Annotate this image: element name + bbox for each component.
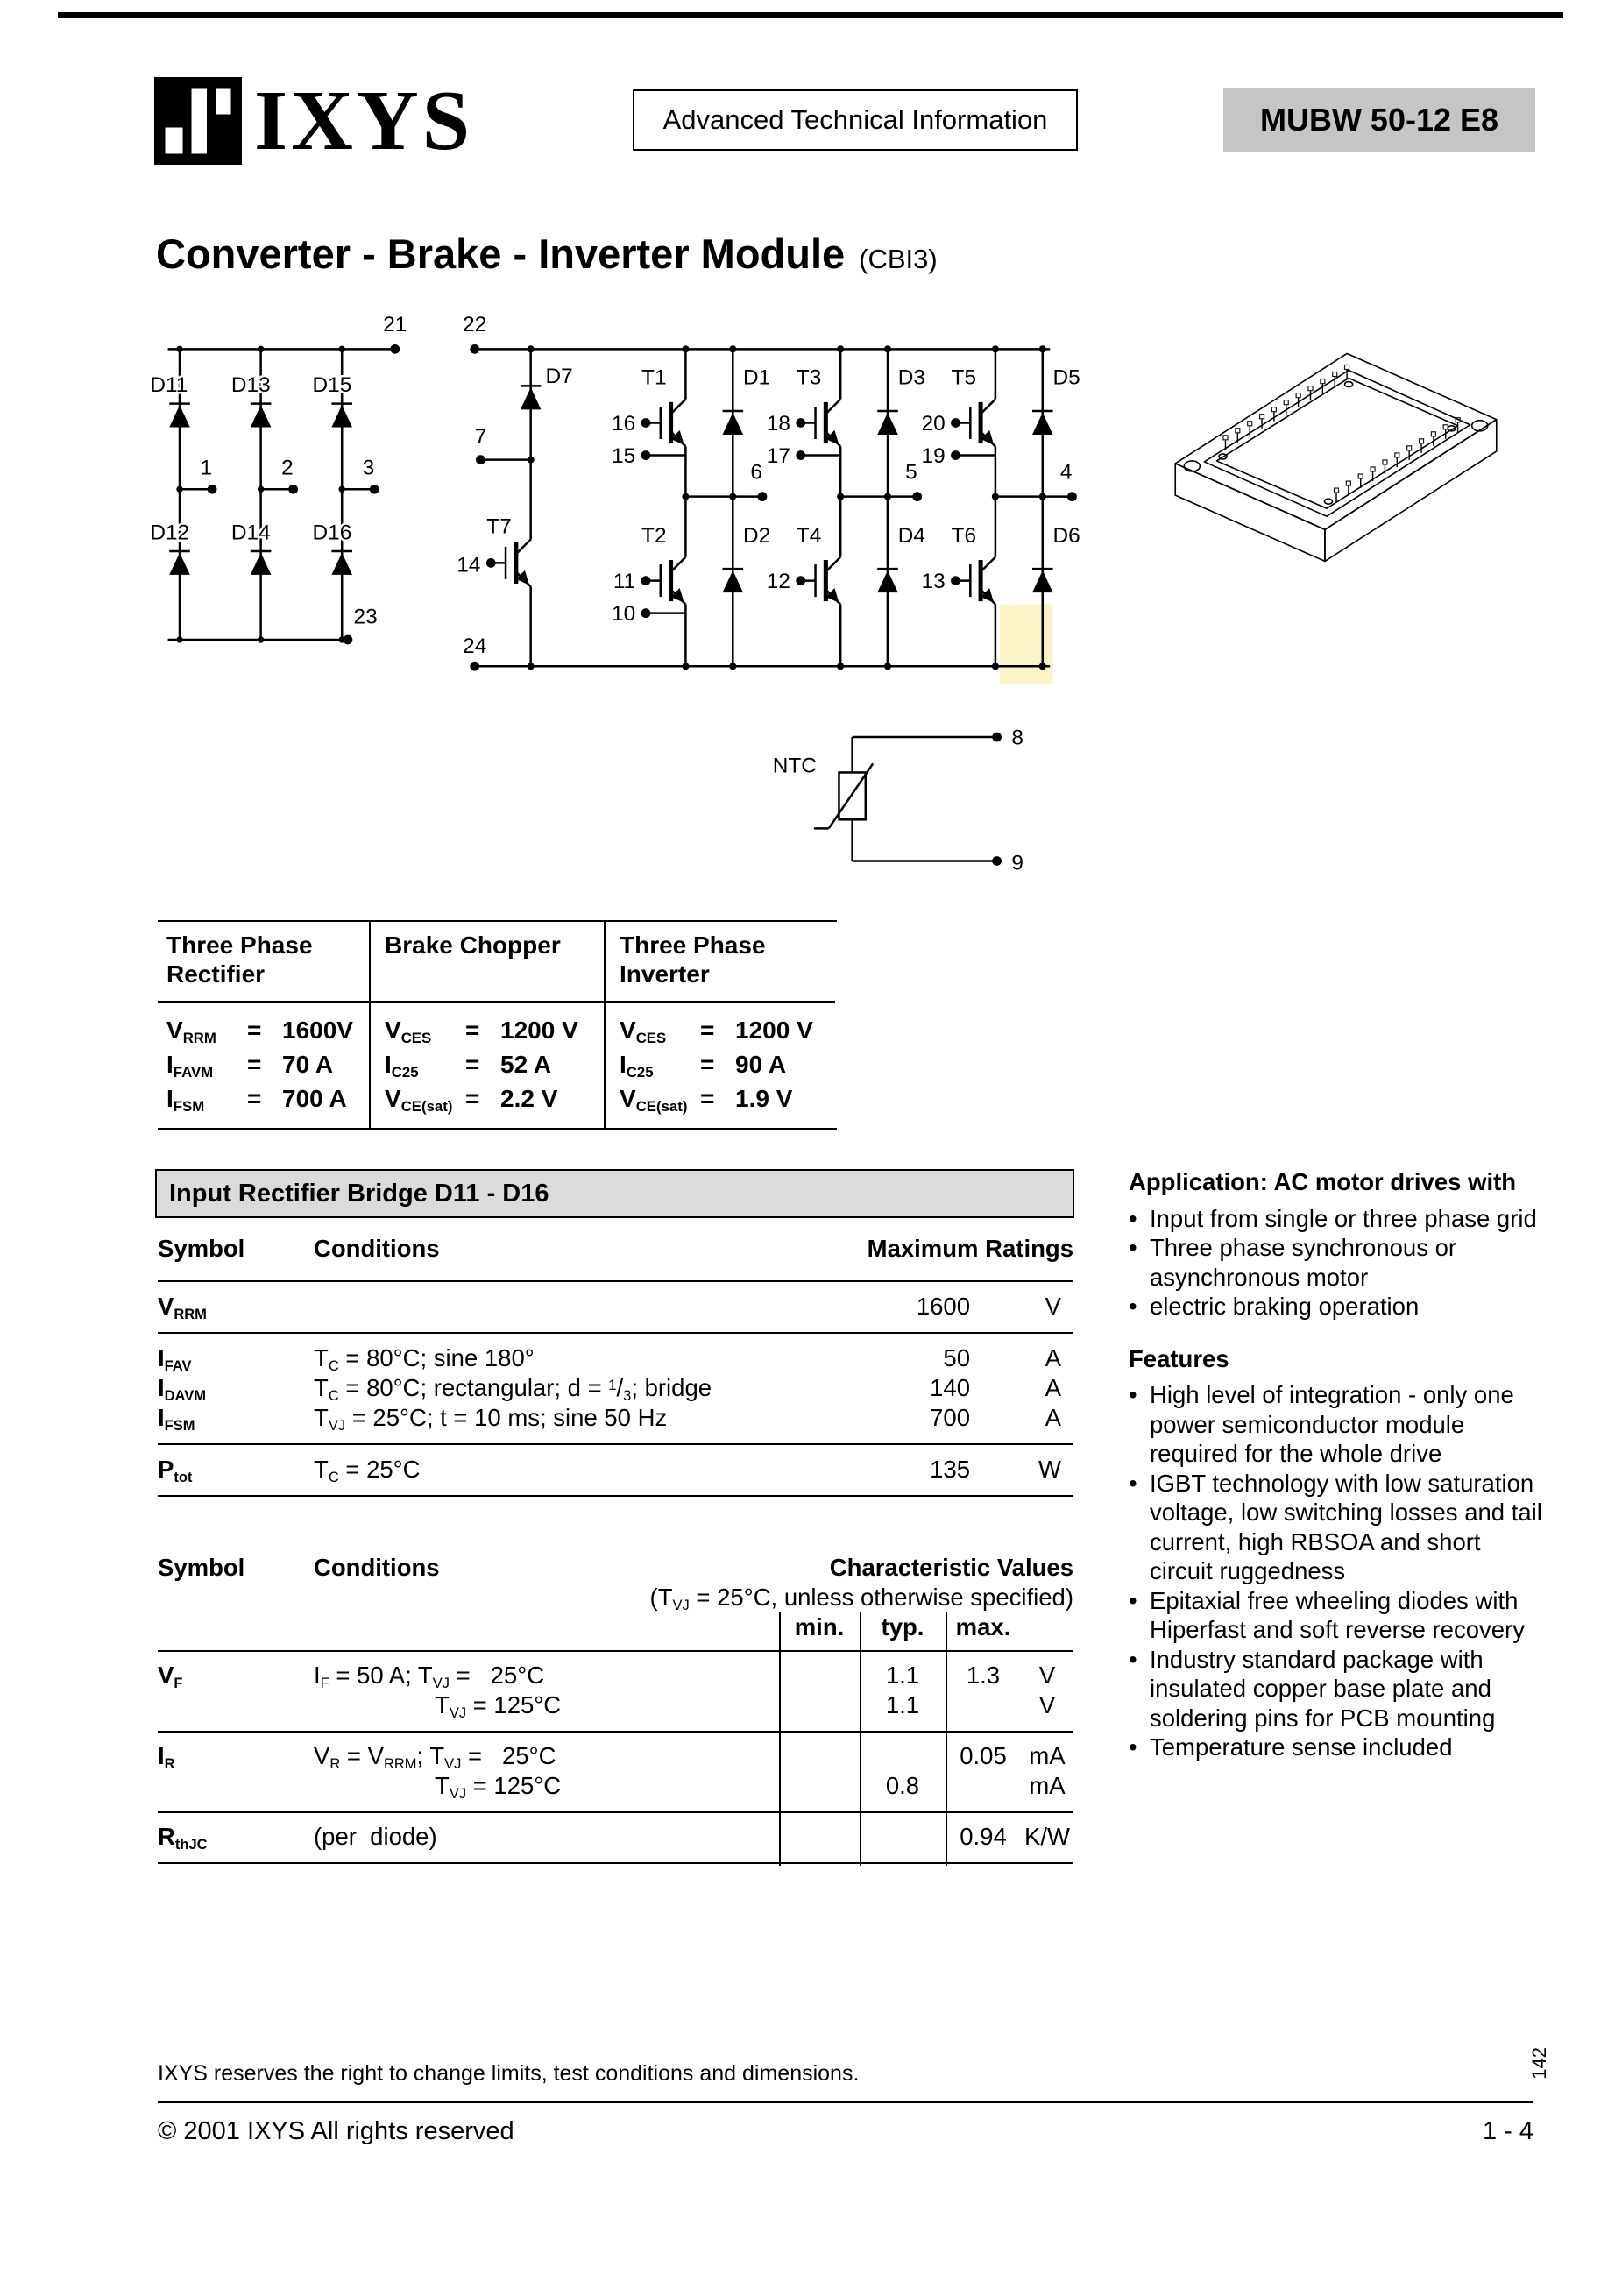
summary-col-rectifier (158, 922, 369, 1128)
output-6-label: 6 (750, 460, 763, 485)
characteristics-subtitle: ($T_{VJ} = 25^\circ C$, unless otherwise specified) (649, 1584, 1073, 1613)
doc-type-box (633, 89, 1078, 151)
schematic-labels (150, 313, 1080, 875)
divider (158, 1862, 1073, 1864)
igbt-t2-label: T2 (641, 523, 667, 548)
bullet-icon: • (1129, 1204, 1137, 1232)
terminal-15-label: 15 (612, 443, 636, 468)
scan-highlight (1000, 605, 1053, 684)
footer-copyright: © 2001 IXYS All rights reserved (158, 2117, 514, 2145)
title-suffix: (CBI3) (859, 244, 938, 274)
col-min: min. (794, 1613, 845, 1641)
col-conditions: Conditions (314, 1554, 440, 1581)
title-main: Converter - Brake - Inverter Module (156, 230, 846, 277)
diode-d11-label: D11 (150, 373, 188, 398)
doc-type-label: Advanced Technical Information (662, 104, 1048, 135)
divider (946, 1612, 947, 1866)
summary-row: $V_{CE(sat)}$ = 2.2 V (385, 1085, 558, 1116)
diode-d16-label: D16 (312, 521, 352, 545)
min-typ-max-header (158, 1612, 1073, 1650)
divider (779, 1612, 781, 1866)
diode-d7-label: D7 (545, 365, 573, 389)
diode-d12-label: D12 (150, 521, 190, 545)
bullet-icon: • (1129, 1586, 1137, 1614)
bullet-icon: • (1129, 1234, 1137, 1261)
summary-row: $I_{C25}$ = 90 A (620, 1051, 787, 1081)
rectifier-bridge (168, 344, 400, 644)
divider (860, 1612, 861, 1866)
summary-col-title: Brake Chopper (371, 922, 604, 1003)
divider (158, 1495, 1073, 1497)
diode-d13-label: D13 (230, 373, 271, 398)
igbt-t4-label: T4 (796, 523, 822, 548)
summary-row: $I_{FAVM}$ = 70 A (166, 1051, 334, 1081)
application-item: • Three phase synchronous or asynchronous motor (1129, 1234, 1457, 1291)
col-symbol: Symbol (158, 1554, 245, 1581)
application-title: Application: AC motor drives with (1129, 1168, 1517, 1195)
summary-col-brake (369, 922, 604, 1128)
char-row: $V_F$ $I_F = 50$ A; $T_{VJ} = 25^\circ C$ 1.1 1.3 V (158, 1662, 1056, 1691)
summary-row: $V_{CES}$ = 1200 V (385, 1017, 578, 1047)
feature-item: • Industry standard package with insulated copper base plate and soldering pins for PCB mounting (1129, 1645, 1496, 1732)
rating-row: $I_{DAVM}$ $T_C = 80^\circ C$; rectangular; $d = ^1/_3$; bridge 140 A (158, 1374, 1061, 1404)
summary-row: $V_{CE(sat)}$ = 1.9 V (620, 1085, 793, 1116)
side-number: 142 (1528, 2047, 1550, 2080)
summary-row: $I_{FSM}$ = 700 A (166, 1085, 347, 1116)
top-rule (58, 12, 1563, 18)
summary-row: $V_{RRM}$ = 1600V (166, 1017, 353, 1047)
terminal-13-label: 13 (921, 570, 946, 594)
circuit-schematic (147, 312, 1121, 888)
rating-row: $I_{FAV}$ $T_C = 80^\circ C$; sine 180° 50 A (158, 1344, 1061, 1374)
phase-3-label: 3 (362, 456, 375, 480)
diode-d5-label: D5 (1052, 365, 1080, 390)
terminal-14-label: 14 (457, 553, 481, 578)
output-5-label: 5 (905, 460, 917, 485)
summary-col-inverter (604, 922, 835, 1128)
diode-d1-label: D1 (743, 365, 771, 390)
phase-2-label: 2 (281, 456, 294, 480)
col-maximum-ratings: Maximum Ratings (867, 1235, 1073, 1262)
summary-table (158, 920, 837, 1130)
terminal-24-label: 24 (463, 634, 487, 659)
terminal-17-label: 17 (766, 443, 790, 468)
phase-1-label: 1 (200, 456, 213, 480)
ixys-logo (154, 74, 474, 168)
brand-name: IXYS (254, 74, 474, 168)
terminal-8-label: 8 (1011, 726, 1024, 750)
features-title: Features (1129, 1344, 1229, 1372)
ratings-header (158, 1234, 1073, 1280)
igbt-t1-label: T1 (641, 365, 667, 390)
diode-d15-label: D15 (312, 373, 352, 398)
rating-row: $V_{RRM}$ 1600 V (158, 1293, 1061, 1322)
col-characteristic-values: Characteristic Values (829, 1554, 1073, 1581)
bullet-icon: • (1129, 1645, 1137, 1673)
terminal-22-label: 22 (463, 313, 487, 337)
footer-notice: IXYS reserves the right to change limits, test conditions and dimensions. (158, 2061, 860, 2086)
bullet-icon: • (1129, 1469, 1137, 1497)
summary-row: $V_{CES}$ = 1200 V (620, 1017, 813, 1047)
terminal-12-label: 12 (766, 570, 790, 594)
summary-col-title: Three Phase Inverter (606, 922, 835, 1003)
page-number: 1 - 4 (1482, 2117, 1533, 2145)
igbt-t5-label: T5 (951, 365, 977, 390)
application-item: • electric braking operation (1129, 1293, 1420, 1320)
terminal-9-label: 9 (1011, 851, 1024, 875)
col-max: max. (955, 1613, 1011, 1641)
feature-item: • Temperature sense included (1129, 1733, 1453, 1761)
diode-d2-label: D2 (743, 523, 771, 548)
inverter-and-brake (470, 344, 1077, 671)
page-title (156, 230, 938, 278)
char-row: $I_R$ $V_R = V_{RRM}$; $T_{VJ} = 25^\circ C$ 0.05 mA (158, 1742, 1066, 1772)
diode-d6-label: D6 (1052, 523, 1080, 548)
part-number-box (1223, 88, 1535, 152)
col-conditions: Conditions (314, 1235, 440, 1262)
output-4-label: 4 (1059, 460, 1073, 485)
summary-col-title: Three Phase Rectifier (158, 922, 369, 1003)
section-title: Input Rectifier Bridge D11 - D16 (169, 1180, 549, 1208)
characteristic-values-table (158, 1553, 1073, 1864)
diode-d14-label: D14 (230, 521, 271, 545)
terminal-20-label: 20 (921, 411, 946, 436)
igbt-t6-label: T6 (951, 523, 977, 548)
bullet-icon: • (1129, 1381, 1137, 1408)
ntc-label: NTC (772, 754, 817, 778)
maximum-ratings-table (158, 1234, 1073, 1497)
module-3d-drawing (1127, 322, 1541, 627)
module-pins (1223, 365, 1460, 502)
terminal-21-label: 21 (383, 313, 407, 337)
igbt-t7-label: T7 (486, 514, 512, 539)
feature-item: • IGBT technology with low saturation voltage, low switching losses and tail current, high RBSOA and short circuit ruggedness (1129, 1469, 1542, 1584)
terminal-11-label: 11 (613, 570, 636, 594)
footer-rule (158, 2101, 1533, 2103)
col-symbol: Symbol (158, 1235, 245, 1262)
terminal-23-label: 23 (353, 605, 378, 629)
summary-row: $I_{C25}$ = 52 A (385, 1051, 552, 1081)
char-row: $T_{VJ} = 125^\circ C$ 1.1 V (435, 1691, 1056, 1721)
terminal-7-label: 7 (474, 425, 487, 450)
char-row: $T_{VJ} = 125^\circ C$ 0.8 mA (435, 1772, 1066, 1802)
application-item: • Input from single or three phase grid (1129, 1204, 1537, 1232)
terminal-18-label: 18 (766, 411, 790, 436)
col-typ: typ. (881, 1613, 924, 1641)
rating-row: $I_{FSM}$ $T_{VJ} = 25^\circ C$; t = 10 ms; sine 50 Hz 700 A (158, 1404, 1061, 1434)
terminal-10-label: 10 (612, 602, 636, 627)
terminal-16-label: 16 (612, 411, 636, 436)
terminal-19-label: 19 (921, 443, 946, 468)
bullet-icon: • (1129, 1733, 1137, 1761)
characteristics-header (158, 1553, 1073, 1583)
diode-d4-label: D4 (897, 523, 926, 548)
part-number: MUBW 50-12 E8 (1259, 102, 1499, 138)
diode-d3-label: D3 (897, 365, 926, 390)
bullet-icon: • (1129, 1293, 1137, 1320)
section-header-input-rectifier (155, 1169, 1074, 1218)
feature-item: • Epitaxial free wheeling diodes with Hiperfast and soft reverse recovery (1129, 1586, 1525, 1643)
char-row: $R_{thJC}$ (per diode) 0.94 K/W (158, 1823, 1070, 1853)
rating-row: $P_{tot}$ $T_C = 25^\circ C$ 135 W (158, 1456, 1061, 1485)
ntc-sensor (814, 733, 1002, 866)
feature-item: • High level of integration - only one power semiconductor module required for the whole drive (1129, 1381, 1514, 1467)
ixys-logo-icon (154, 77, 242, 165)
application-and-features (1129, 1167, 1548, 1762)
igbt-t3-label: T3 (796, 365, 822, 390)
